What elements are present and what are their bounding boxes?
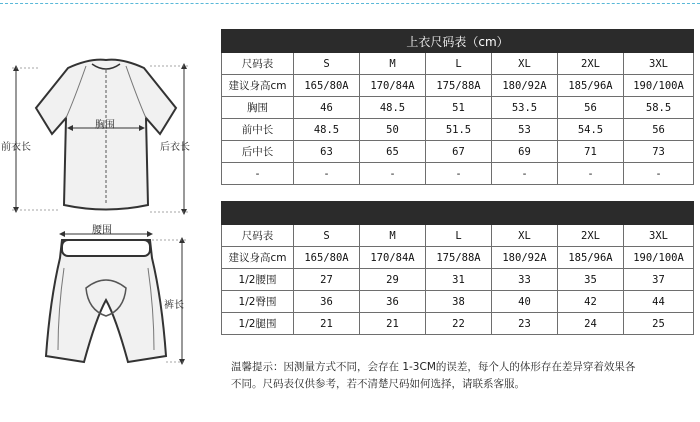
table-cell: 36 bbox=[360, 291, 426, 313]
table-cell: 44 bbox=[624, 291, 694, 313]
note-line-1: 温馨提示：因测量方式不同，会存在 1-3CM的误差，每个人的体形存在差异穿着效果各 bbox=[231, 361, 636, 373]
table-cell: 48.5 bbox=[294, 119, 360, 141]
table-cell: 40 bbox=[492, 291, 558, 313]
waist-label: 腰围 bbox=[92, 225, 112, 236]
bottom-table-title bbox=[222, 202, 694, 225]
row-label: 前中长 bbox=[222, 119, 294, 141]
table-cell: 37 bbox=[624, 269, 694, 291]
table-cell: 42 bbox=[558, 291, 624, 313]
table-cell: 73 bbox=[624, 141, 694, 163]
table-row bbox=[222, 291, 694, 313]
header-cell: 尺码表 bbox=[222, 225, 294, 247]
table-cell: - bbox=[624, 163, 694, 185]
table-cell: 21 bbox=[294, 313, 360, 335]
table-cell: 21 bbox=[360, 313, 426, 335]
table-cell: 56 bbox=[624, 119, 694, 141]
table-cell: 180/92A bbox=[492, 75, 558, 97]
table-cell: 69 bbox=[492, 141, 558, 163]
table-cell: - bbox=[294, 163, 360, 185]
shorts-outline bbox=[46, 240, 166, 362]
table-cell: 170/84A bbox=[360, 247, 426, 269]
table-cell: 165/80A bbox=[294, 247, 360, 269]
table-cell: 38 bbox=[426, 291, 492, 313]
garment-diagram bbox=[0, 0, 215, 380]
table-cell: 33 bbox=[492, 269, 558, 291]
table-cell: 67 bbox=[426, 141, 492, 163]
table-row bbox=[222, 313, 694, 335]
table-cell: 54.5 bbox=[558, 119, 624, 141]
header-cell: 3XL bbox=[624, 53, 694, 75]
table-cell: 56 bbox=[558, 97, 624, 119]
table-cell: 53 bbox=[492, 119, 558, 141]
table-cell: 23 bbox=[492, 313, 558, 335]
note-line-2: 不同。尺码表仅供参考，若不清楚尺码如何选择，请联系客服。 bbox=[231, 378, 525, 390]
bottom-table-title-row bbox=[222, 202, 694, 225]
table-cell: - bbox=[426, 163, 492, 185]
table-row bbox=[222, 141, 694, 163]
pants-length-label: 裤长 bbox=[164, 300, 184, 311]
header-cell: 3XL bbox=[624, 225, 694, 247]
front-length-label: 前衣长 bbox=[1, 142, 31, 153]
row-label: 1/2臀围 bbox=[222, 291, 294, 313]
header-cell: L bbox=[426, 225, 492, 247]
bottom-table-header-row bbox=[222, 225, 694, 247]
table-cell: 53.5 bbox=[492, 97, 558, 119]
header-cell: S bbox=[294, 225, 360, 247]
table-cell: 22 bbox=[426, 313, 492, 335]
table-cell: 175/88A bbox=[426, 75, 492, 97]
header-cell: M bbox=[360, 225, 426, 247]
table-cell: 27 bbox=[294, 269, 360, 291]
row-label: 胸围 bbox=[222, 97, 294, 119]
table-cell: 185/96A bbox=[558, 247, 624, 269]
back-length-label: 后衣长 bbox=[160, 142, 190, 153]
table-cell: 24 bbox=[558, 313, 624, 335]
table-cell: 180/92A bbox=[492, 247, 558, 269]
table-row bbox=[222, 75, 694, 97]
table-cell: 48.5 bbox=[360, 97, 426, 119]
table-cell: 58.5 bbox=[624, 97, 694, 119]
top-table-title-row bbox=[222, 30, 694, 53]
table-cell: 46 bbox=[294, 97, 360, 119]
header-cell: 2XL bbox=[558, 53, 624, 75]
table-cell: 190/100A bbox=[624, 247, 694, 269]
row-label: 1/2腰围 bbox=[222, 269, 294, 291]
table-cell: 31 bbox=[426, 269, 492, 291]
table-cell: - bbox=[558, 163, 624, 185]
measurement-illustration bbox=[0, 0, 215, 380]
header-cell: XL bbox=[492, 53, 558, 75]
table-row bbox=[222, 247, 694, 269]
table-row bbox=[222, 269, 694, 291]
header-cell: M bbox=[360, 53, 426, 75]
table-cell: 185/96A bbox=[558, 75, 624, 97]
header-cell: L bbox=[426, 53, 492, 75]
size-tip-note bbox=[231, 359, 693, 393]
table-cell: 51 bbox=[426, 97, 492, 119]
table-cell: 65 bbox=[360, 141, 426, 163]
header-cell: 2XL bbox=[558, 225, 624, 247]
row-label: 建议身高cm bbox=[222, 75, 294, 97]
table-row bbox=[222, 163, 694, 185]
table-cell: 190/100A bbox=[624, 75, 694, 97]
row-label: 建议身高cm bbox=[222, 247, 294, 269]
table-cell: 170/84A bbox=[360, 75, 426, 97]
table-cell: 50 bbox=[360, 119, 426, 141]
row-label: 后中长 bbox=[222, 141, 294, 163]
chest-label: 胸围 bbox=[95, 120, 115, 131]
table-row bbox=[222, 119, 694, 141]
top-table-header-row bbox=[222, 53, 694, 75]
table-cell: 175/88A bbox=[426, 247, 492, 269]
table-row bbox=[222, 97, 694, 119]
table-cell: - bbox=[360, 163, 426, 185]
table-cell: 165/80A bbox=[294, 75, 360, 97]
header-cell: 尺码表 bbox=[222, 53, 294, 75]
table-cell: 29 bbox=[360, 269, 426, 291]
header-cell: XL bbox=[492, 225, 558, 247]
top-table-title: 上衣尺码表（cm） bbox=[222, 30, 694, 53]
row-label: - bbox=[222, 163, 294, 185]
table-cell: 71 bbox=[558, 141, 624, 163]
table-cell: 36 bbox=[294, 291, 360, 313]
bottom-size-table bbox=[221, 201, 694, 335]
table-cell: 63 bbox=[294, 141, 360, 163]
top-size-table bbox=[221, 29, 694, 185]
header-cell: S bbox=[294, 53, 360, 75]
row-label: 1/2腿围 bbox=[222, 313, 294, 335]
table-cell: - bbox=[492, 163, 558, 185]
table-cell: 35 bbox=[558, 269, 624, 291]
table-cell: 25 bbox=[624, 313, 694, 335]
table-cell: 51.5 bbox=[426, 119, 492, 141]
